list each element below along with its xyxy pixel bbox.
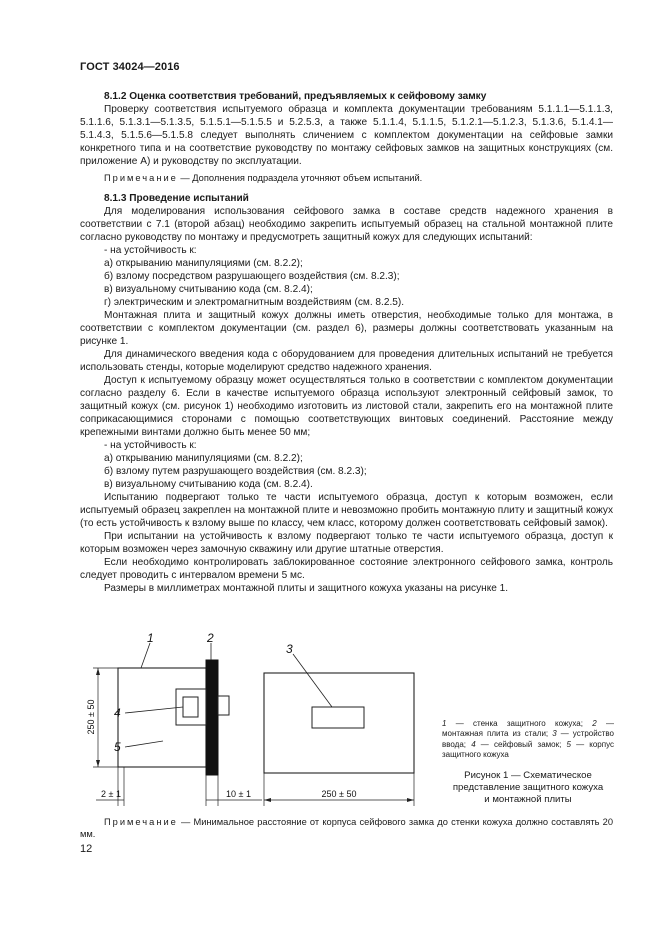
bottom-note <box>80 816 613 840</box>
label-3: 3 <box>286 642 293 656</box>
legend-num: 1 <box>442 719 447 728</box>
paragraph: Доступ к испытуемому образцу может осуществляться только в соответствии с комплектом документации согласно разделу 6. Если в качестве испытуемого образца используют электронный сейфовый замок, то защитный кожух (см. рисунок 1) необходимо изготовить из листовой стали, закрепить его на монтажной плите соприкасающимися сторонами с помощью соответствующих винтовых соединений. Расстояние между крепежными винтами должно быть менее 50 мм; <box>80 375 613 438</box>
paragraph: Испытанию подвергают только те части испытуемого образца, доступ к которым возможен, если испытуемый образец закреплен на монтажной плите и невозможно пробить монтажную плиту и защитный кожух (то есть устойчивость к взлому выше по классу, чем класс, которому должен соответствовать сейфовый замок). <box>80 492 613 529</box>
caption-line: Рисунок 1 — Схематическое <box>464 770 592 781</box>
figure-caption <box>442 770 614 806</box>
legend-num: 4 <box>471 739 476 749</box>
paragraph: Для динамического введения кода с оборудованием для проведения длительных испытаний не требуется использовать стенды, которые моделируют средство надежного хранения. <box>80 349 613 373</box>
dim-gap: 2 ± 1 <box>101 789 121 799</box>
dim-plate: 10 ± 1 <box>226 789 251 799</box>
dim-height: 250 ± 50 <box>86 699 96 735</box>
list-item: - на устойчивость к: <box>104 440 197 451</box>
input-device <box>312 707 364 728</box>
list-item: - на устойчивость к: <box>104 245 197 256</box>
legend-text: — устройство ввода; <box>442 729 614 749</box>
label-2: 2 <box>207 631 214 645</box>
legend-num: 5 <box>566 739 571 749</box>
leader-3 <box>293 654 332 707</box>
legend-num: 3 <box>552 729 557 739</box>
lock-inner <box>183 697 198 717</box>
arrow <box>96 668 100 675</box>
caption-line: и монтажной плиты <box>484 794 572 805</box>
label-5: 5 <box>114 740 121 754</box>
leader-4 <box>125 707 183 713</box>
note-label: Примечание <box>104 817 178 827</box>
note-text: — Дополнения подраздела уточняют объем испытаний. <box>177 173 423 183</box>
list-item: г) электрическим и электромагнитным воздействиям (см. 8.2.5). <box>104 297 405 308</box>
mounting-plate <box>206 660 218 775</box>
section-heading-8-1-2: 8.1.2 Оценка соответствия требований, предъявляемых к сейфовому замку <box>104 91 487 102</box>
legend-text: — монтажная плита из стали; <box>442 719 614 739</box>
page-number: 12 <box>80 843 93 855</box>
paragraph: При испытании на устойчивость к взлому подвергают только те части испытуемого образца, доступ к которым возможен через замочную скважину или другие штатные отверстия. <box>80 531 613 555</box>
paragraph: Монтажная плита и защитный кожух должны иметь отверстия, необходимые только для монтажа, в соответствии с комплектом документации (см. раздел 6), размеры должны соответствовать указанным на рисунке 1. <box>80 310 613 347</box>
legend-text: — стенка защитного кожуха; <box>446 719 593 728</box>
list-item: в) визуальному считыванию кода (см. 8.2.4); <box>104 284 313 295</box>
note-label: Примечание <box>104 173 178 183</box>
paragraph: Проверку соответствия испытуемого образца и комплекта документации требованиям 5.1.1.1—5.1.1.3, 5.1.1.6, 5.1.3.1—5.1.3.5, 5.1.5.1—5.1.5.5 и 5.2.5.3, а также 5.1.1.4, 5.1.1.5, 5.1.2.1—5.1.2.3, 5.1.3.6, 5.1.4.1—5.1.4.3, 5.1.5.6—5.1.5.8 следует выполнять сличением с комплектом документации на сейфовые замки конкретного типа и на соответствие руководству по монтажу сейфовых замков на защитных конструкциях (см. приложение А) и руководству по эксплуатации. <box>80 104 613 167</box>
arrow <box>96 760 100 767</box>
front-view <box>264 673 414 773</box>
legend-text: — корпус защитного кожуха <box>442 739 614 760</box>
leader-5 <box>125 741 163 747</box>
caption-line: представление защитного кожуха <box>452 782 604 793</box>
leader-1 <box>141 643 150 668</box>
section-heading-8-1-3: 8.1.3 Проведение испытаний <box>104 193 249 204</box>
label-1: 1 <box>147 631 154 645</box>
label-4: 4 <box>114 706 121 720</box>
list-item: а) открыванию манипуляциями (см. 8.2.2); <box>104 453 303 464</box>
arrow <box>264 798 271 802</box>
paragraph: Для моделирования использования сейфового замка в составе средств надежного хранения в соответствии с 7.1 (второй абзац) необходимо закрепить испытуемый образец на стальной монтажной плите согласно руководству по монтажу и предусмотреть защитный кожух для следующих испытаний: <box>80 206 613 243</box>
list-item: в) визуальному считыванию кода (см. 8.2.4). <box>104 479 313 490</box>
arrow <box>407 798 414 802</box>
list-item: а) открыванию манипуляциями (см. 8.2.2); <box>104 258 303 269</box>
note-text: — Минимальное расстояние от корпуса сейфового замка до стенки кожуха должно составлять 20 мм. <box>80 817 613 839</box>
list-item: б) взлому посредством разрушающего воздействия (см. 8.2.3); <box>104 271 400 282</box>
paragraph: Если необходимо контролировать заблокированное состояние электронного сейфового замка, контроль следует проводить с интервалом времени 5 мс. <box>80 557 613 581</box>
figure-legend <box>442 719 614 761</box>
list-item: б) взлому путем разрушающего воздействия (см. 8.2.3); <box>104 466 367 477</box>
legend-num: 2 <box>592 719 597 728</box>
lock-outer-part <box>218 696 229 715</box>
legend-text: — сейфовый замок; <box>475 739 567 749</box>
dim-width: 250 ± 50 <box>321 789 357 799</box>
document-header: ГОСТ 34024—2016 <box>80 61 180 73</box>
paragraph: Размеры в миллиметрах монтажной плиты и защитного кожуха указаны на рисунке 1. <box>104 583 509 594</box>
